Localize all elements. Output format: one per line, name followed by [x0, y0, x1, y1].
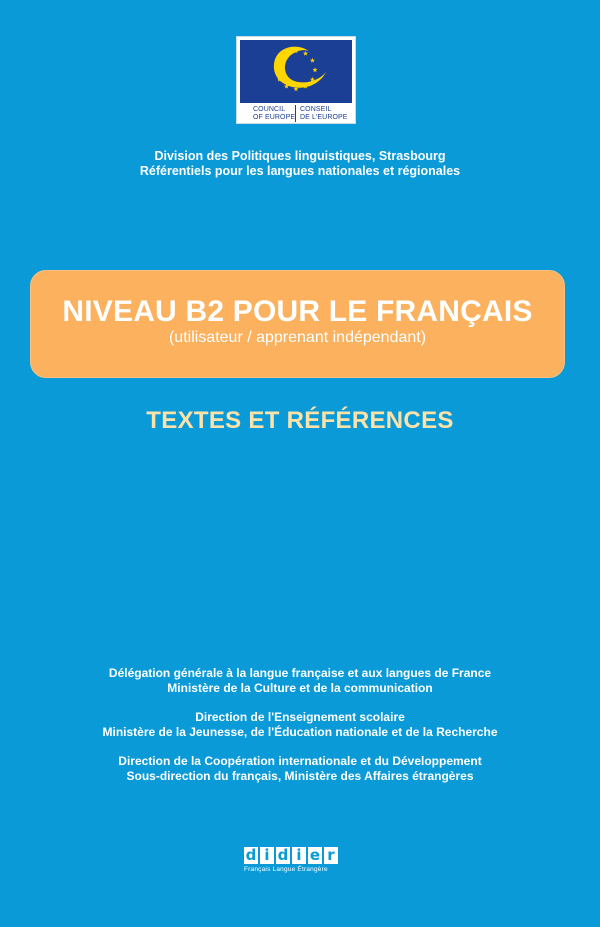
didier-letter: i — [260, 847, 274, 864]
division-line-2: Référentiels pour les langues nationales et régionales — [139, 164, 461, 178]
ministries-list — [0, 666, 600, 798]
didier-publisher-logo — [244, 847, 352, 877]
ministry-line-1: Direction de la Coopération internationale et du Développement — [118, 754, 482, 768]
didier-letter: i — [292, 847, 306, 864]
ministry-group — [0, 666, 600, 696]
emblem-star — [313, 67, 318, 72]
page-subtitle: (utilisateur / apprenant indépendant) — [168, 329, 427, 346]
ministry-line-1: Délégation générale à la langue française et aux langues de France — [108, 666, 492, 680]
emblem-star — [303, 51, 308, 56]
logo-divider — [295, 105, 296, 122]
section-heading: TEXTES ET RÉFÉRENCES — [146, 407, 454, 434]
didier-letter: d — [277, 846, 289, 864]
didier-wordmark — [244, 847, 352, 864]
logo-text-french-line2: DE L'EUROPE — [300, 114, 348, 121]
didier-letter: e — [309, 846, 321, 864]
emblem-star — [310, 58, 315, 63]
logo-text-english-line2: OF EUROPE — [253, 114, 296, 121]
title-panel — [30, 270, 565, 378]
ministry-line-1: Direction de l'Enseignement scolaire — [195, 710, 405, 724]
logo-text-french — [300, 106, 350, 122]
ministry-group — [0, 754, 600, 784]
didier-tagline: Français Langue Étrangère — [244, 866, 328, 873]
division-line-1: Division des Politiques linguistiques, Strasbourg — [154, 149, 446, 163]
logo-text-english-line1: COUNCIL — [253, 106, 286, 113]
didier-letter: r — [324, 847, 338, 864]
logo-text-french-line1: CONSEIL — [300, 106, 332, 113]
ministry-group — [0, 710, 600, 740]
didier-letter: d — [245, 846, 257, 864]
ministry-line-2: Ministère de la Jeunesse, de l'Éducation nationale et de la Recherche — [102, 725, 498, 739]
ministry-line-2: Ministère de la Culture et de la communication — [167, 681, 433, 695]
council-of-europe-stars-emblem-icon — [240, 40, 352, 103]
council-of-europe-logo — [236, 36, 356, 124]
emblem-graphic — [240, 40, 352, 103]
division-header — [0, 149, 600, 179]
emblem-e-curve — [274, 47, 326, 88]
ministry-line-2: Sous-direction du français, Ministère des Affaires étrangères — [126, 769, 474, 783]
page-title: NIVEAU B2 POUR LE FRANÇAIS — [62, 295, 533, 328]
